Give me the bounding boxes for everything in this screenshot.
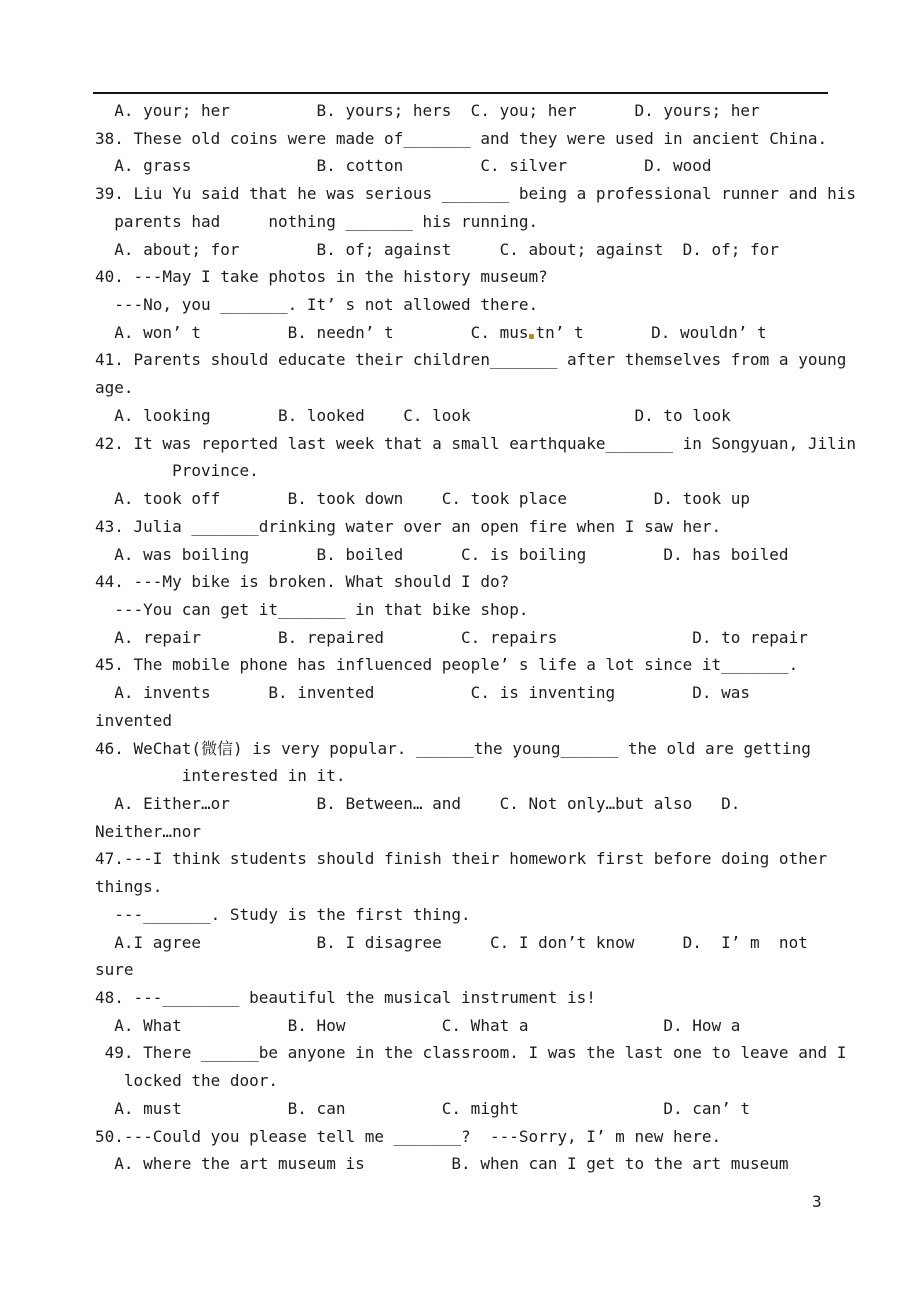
text-line: A. was boiling B. boiled C. is boiling D. has boiled (95, 544, 789, 564)
header-divider (93, 92, 828, 94)
text-line: Province. (95, 461, 259, 481)
text-line: 45. The mobile phone has influenced people’ s life a lot since it_______. (95, 655, 799, 675)
text-line: ---You can get it_______ in that bike shop. (95, 599, 529, 619)
text-line: A. looking B. looked C. look D. to look (95, 405, 731, 425)
text-line: 50.---Could you please tell me _______? ---Sorry, I’ m new here. (95, 1126, 722, 1146)
text-line: A. took off B. took down C. took place D. took up (95, 489, 751, 509)
text-line: 40. ---May I take photos in the history museum? (95, 267, 548, 287)
text-line: things. (95, 877, 163, 897)
text-line: A. What B. How C. What a D. How a (95, 1015, 741, 1035)
text-line: 41. Parents should educate their children_______ after themselves from a young (95, 350, 847, 370)
text-line: 46. WeChat(微信) is very popular. ______the young______ the old are getting (95, 738, 811, 758)
text-line: A. Either…or B. Between… and C. Not only…but also D. (95, 793, 741, 813)
text-line: A. invents B. invented C. is inventing D. was (95, 683, 751, 703)
page-number: 3 (812, 1192, 822, 1211)
text-line: A. must B. can C. might D. can’ t (95, 1098, 751, 1118)
text-line: parents had nothing _______ his running. (95, 211, 539, 231)
text-line: 49. There ______be anyone in the classroom. I was the last one to leave and I (95, 1043, 847, 1063)
emphasis-dot-icon (529, 334, 534, 339)
text-line: 47.---I think students should finish their homework first before doing other (95, 849, 828, 869)
text-line: A.I agree B. I disagree C. I don’t know D. I’ m not (95, 932, 808, 952)
text-line: 48. ---________ beautiful the musical instrument is! (95, 988, 596, 1007)
text-line: 43. Julia _______drinking water over an open fire when I saw her. (95, 516, 722, 536)
text-line: interested in it. (95, 766, 346, 786)
text-line: 38. These old coins were made of_______ and they were used in ancient China. (95, 128, 828, 148)
text-line: 44. ---My bike is broken. What should I do? (95, 572, 510, 592)
text-line: A. grass B. cotton C. silver D. wood (95, 156, 712, 176)
text-line: A. repair B. repaired C. repairs D. to repair (95, 627, 808, 647)
text-line: A. your; her B. yours; hers C. you; her D. yours; her (95, 101, 760, 120)
text-line: 39. Liu Yu said that he was serious _______ being a professional runner and his (95, 184, 856, 204)
text-line: Neither…nor (95, 821, 201, 841)
text-line: A. won’ t B. needn’ t C. mus tn’ t D. wouldn’ t (95, 322, 767, 342)
text-line: A. where the art museum is B. when can I get to the art museum (95, 1154, 789, 1174)
text-line: age. (95, 378, 134, 398)
text-line: locked the door. (95, 1071, 279, 1091)
document-text (95, 97, 856, 1178)
text-line: ---_______. Study is the first thing. (95, 904, 471, 924)
text-line: sure (95, 960, 134, 980)
text-line: 42. It was reported last week that a small earthquake_______ in Songyuan, Jilin (95, 433, 856, 453)
text-line: ---No, you _______. It’ s not allowed there. (95, 295, 539, 315)
text-line: A. about; for B. of; against C. about; against D. of; for (95, 239, 779, 259)
text-line: invented (95, 710, 173, 730)
